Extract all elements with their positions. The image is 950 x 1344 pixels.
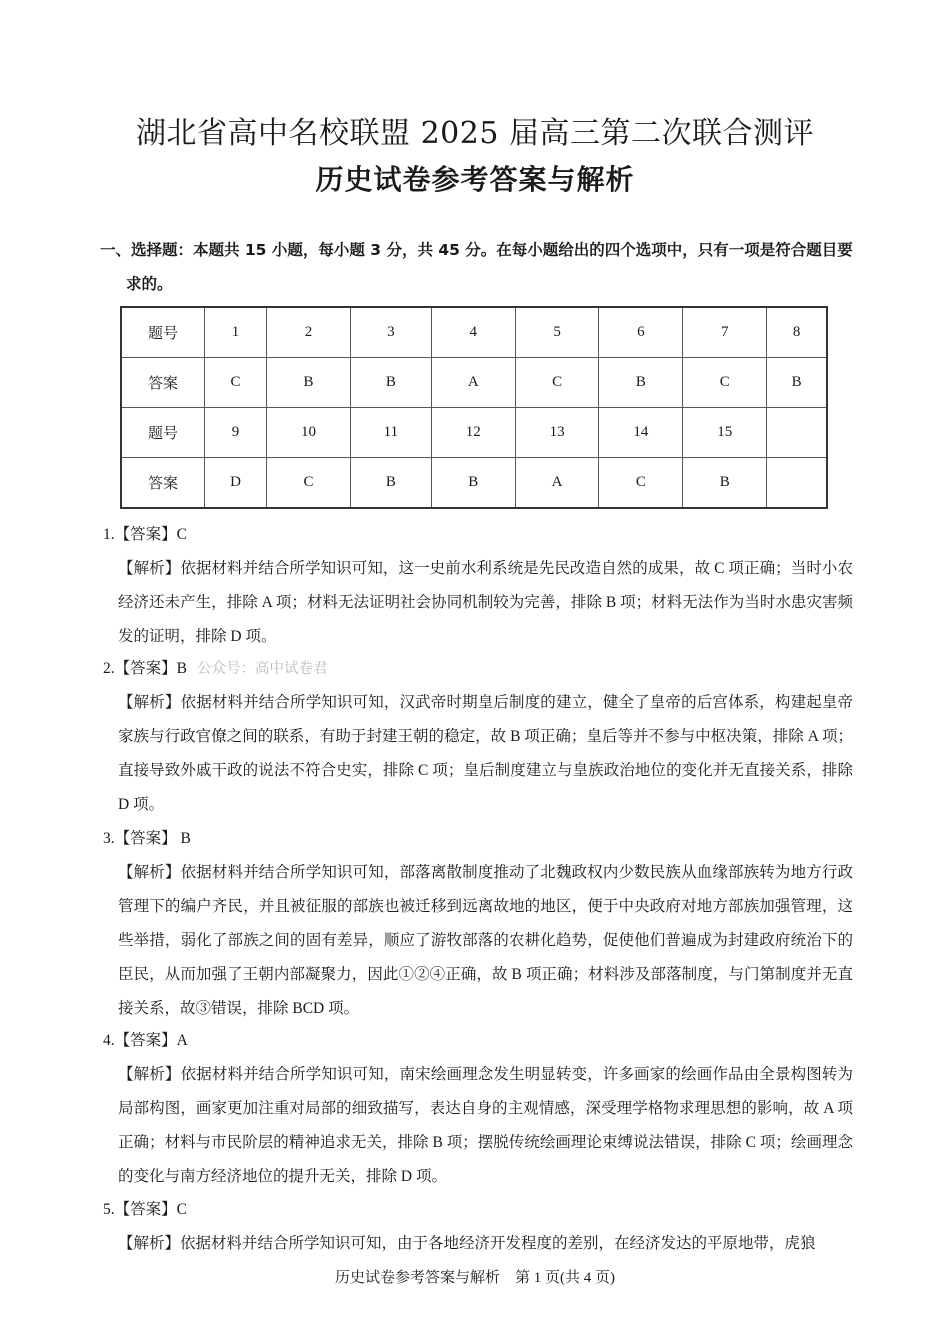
table-cell: B (599, 358, 683, 408)
section-heading-line1: 一、选择题：本题共 15 小题，每小题 3 分，共 45 分。在每小题给出的四个选项中，只有一项是符合题目要 (100, 241, 853, 259)
answer-line: 4.【答案】A (103, 1032, 188, 1049)
table-cell: C (599, 458, 683, 509)
explanation-text: 【解析】依据材料并结合所学知识可知，部落离散制度推动了北魏政权内少数民族从血缘部族转为地方行政管理下的编户齐民，并且被征服的部族也被迁移到远离故地的地区，便于中央政府对地方部族加强管理，这些举措，弱化了部族之间的固有差异，顺应了游牧部落的农耕化趋势，促使他们普遍成为封建政府统治下的臣民，从而加强了王朝内部凝聚力，因此①②④正确，故 B 项正确；材料涉及部落制度，与门第制度并无直接关系，故③错误，排除 BCD 项。 (118, 864, 853, 1017)
table-cell: 12 (431, 408, 515, 458)
table-cell: 11 (350, 408, 431, 458)
table-cell: 2 (267, 307, 351, 358)
answer-table (120, 306, 828, 509)
table-cell: 4 (431, 307, 515, 358)
document-title: 湖北省高中名校联盟 2025 届高三第二次联合测评 (136, 116, 814, 151)
answer-line: 5.【答案】C (103, 1201, 187, 1218)
row-label: 题号 (121, 408, 205, 458)
question-4 (103, 1024, 853, 1194)
explanation-text: 【解析】依据材料并结合所学知识可知，南宋绘画理念发生明显转变，许多画家的绘画作品由全景构图转为局部构图，画家更加注重对局部的细致描写，表达自身的主观情感，深受理学格物求理思想的影响，故 A 项正确；材料与市民阶层的精神追求无关，排除 B 项；摆脱传统绘画理论束缚说法错误，排除 C 项；绘画理念的变化与南方经济地位的提升无关，排除 D 项。 (118, 1066, 853, 1185)
explanation-text: 【解析】依据材料并结合所学知识可知，汉武帝时期皇后制度的建立，健全了皇帝的后宫体系，构建起皇帝家族与行政官僚之间的联系，有助于封建王朝的稳定，故 B 项正确；皇后等并不参与中枢决策，排除 A 项；直接导致外戚干政的说法不符合史实，排除 C 项；皇后制度建立与皇族政治地位的变化并无直接关系，排除 D 项。 (118, 694, 853, 813)
question-3 (103, 822, 853, 1026)
table-cell: C (205, 358, 267, 408)
answer-label: 2.【答案】B (103, 660, 187, 677)
table-cell: B (350, 458, 431, 509)
table-cell: B (683, 458, 767, 509)
row-label: 答案 (121, 458, 205, 509)
table-cell: 5 (515, 307, 599, 358)
row-label: 答案 (121, 358, 205, 408)
table-cell: 3 (350, 307, 431, 358)
table-cell (767, 458, 827, 509)
table-cell: 10 (267, 408, 351, 458)
explanation-text: 【解析】依据材料并结合所学知识可知，由于各地经济开发程度的差别，在经济发达的平原地带，虎狼 (118, 1235, 816, 1252)
document-subtitle: 历史试卷参考答案与解析 (315, 163, 635, 196)
section-heading (100, 233, 860, 301)
table-cell (767, 408, 827, 458)
answer-line: 1.【答案】C (103, 526, 187, 543)
table-cell: B (267, 358, 351, 408)
table-cell: C (683, 358, 767, 408)
watermark: 公众号：高中试卷君 (196, 661, 328, 677)
table-cell: 9 (205, 408, 267, 458)
section-heading-line2: 求的。 (126, 275, 173, 293)
table-row (121, 458, 827, 509)
table-cell: 15 (683, 408, 767, 458)
question-5 (103, 1193, 853, 1261)
table-cell: B (431, 458, 515, 509)
question-2 (103, 652, 853, 822)
table-cell: D (205, 458, 267, 509)
table-cell: 14 (599, 408, 683, 458)
table-cell: 8 (767, 307, 827, 358)
table-cell: B (767, 358, 827, 408)
explanation-text: 【解析】依据材料并结合所学知识可知，这一史前水利系统是先民改造自然的成果，故 C 项正确；当时小农经济还未产生，排除 A 项；材料无法证明社会协同机制较为完善，排除 B 项；材料无法作为当时水患灾害频发的证明，排除 D 项。 (118, 560, 853, 645)
table-cell: 13 (515, 408, 599, 458)
table-cell: A (515, 458, 599, 509)
table-cell: 6 (599, 307, 683, 358)
table-cell: 7 (683, 307, 767, 358)
table-cell: A (431, 358, 515, 408)
answer-line (103, 652, 853, 686)
row-label: 题号 (121, 307, 205, 358)
question-1 (103, 518, 853, 654)
table-cell: C (515, 358, 599, 408)
table-cell: C (267, 458, 351, 509)
table-row (121, 408, 827, 458)
page-footer: 历史试卷参考答案与解析 第 1 页(共 4 页) (335, 1270, 615, 1286)
table-row (121, 358, 827, 408)
table-row (121, 307, 827, 358)
table-cell: B (350, 358, 431, 408)
answer-line: 3.【答案】 B (103, 830, 191, 847)
table-cell: 1 (205, 307, 267, 358)
